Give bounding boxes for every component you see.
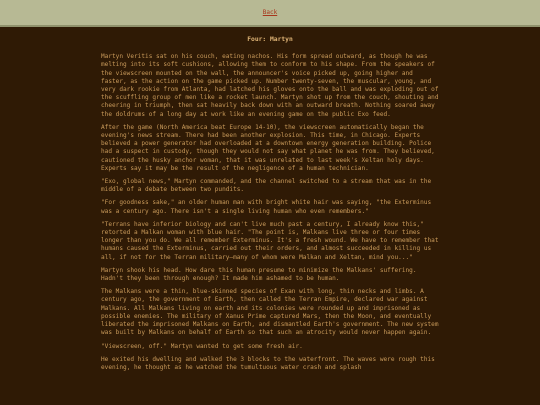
- top-nav-bar: [0, 0, 540, 27]
- paragraph: Martyn Veritis sat on his couch, eating nachos. His form spread outward, as though he was melting into its soft cushions, allowing them to conform to his shape. From the speakers of the viewscreen mounted on the wall, the announcer's voice picked up, going higher and faster, as the action on the game picked up. Number twenty-seven, the muscular, young, and very dark rookie from Atlanta, had latched his gloves onto the ball and was exploding out of the scuffling group of men like a rocket launch. Martyn shot up from the couch, shouting and cheering in triumph, then sat heavily back down with an outward breath. Nothing soared away the doldrums of a long day at work like an evening game on the public Exo feed.: [101, 53, 439, 118]
- paragraph: "Exo, global news," Martyn commanded, and the channel switched to a stream that was in the middle of a debate between two pundits.: [101, 178, 432, 194]
- paragraph: "Terrans have inferior biology and can't live much past a century, I already know this," retorted a Malkan woman with blue hair. "The point is, Malkans live three or four times longer than you do. We all remember Exterminus. It's a fresh wound. We have to remember that humans caused the Exterminus, carried out their orders, and almost succeeded in killing us all, if not for the Terran military—many of whom were Malkan and Xeltan, mind you...": [101, 220, 439, 261]
- chapter-content: [101, 28, 439, 377]
- chapter-title: Four: Martyn: [247, 36, 293, 43]
- paragraph: "Viewscreen, off." Martyn wanted to get some fresh air.: [101, 342, 303, 350]
- back-link[interactable]: Back: [262, 9, 278, 16]
- paragraph: He exited his dwelling and walked the 3 blocks to the waterfront. The waves were rough this evening, he thought as he watched the tumultuous water crash and splash: [101, 355, 435, 371]
- paragraph: The Malkans were a thin, blue-skinned species of Exan with long, thin necks and limbs. A century ago, the government of Earth, then called the Terran Empire, declared war against Malkans. All Malkans living on earth and its colonies were rounded up and imprisoned as possible enemies. The military of Xanus Prime captured Mars, then the Moon, and eventually liberated the imprisoned Malkans on Earth, and dismantled Earth's government. The new system was built by Malkans on behalf of Earth so that such an atrocity would never happen again.: [101, 288, 439, 337]
- paragraph: After the game (North America beat Europe 14-10), the viewscreen automatically began the evening's news stream. There had been another explosion. This time, in Chicago. Experts believed a power generator had overloaded at a downtown energy generation building. Police had a suspect in custody, though they would not say what planet he was from. They believed, cautioned the husky anchor woman, that it was unrelated to last week's Xeltan holy days. Experts say it may be the result of the negligence of a human technician.: [101, 123, 435, 172]
- paragraph: Martyn shook his head. How dare this human presume to minimize the Malkans' suffering. Hadn't they been through enough? It made him ashamed to be human.: [101, 266, 417, 283]
- paragraph: "For goodness sake," an older human man with bright white hair was saying, "the Exterminus was a century ago. There isn't a single living human who even remembers.": [101, 199, 432, 215]
